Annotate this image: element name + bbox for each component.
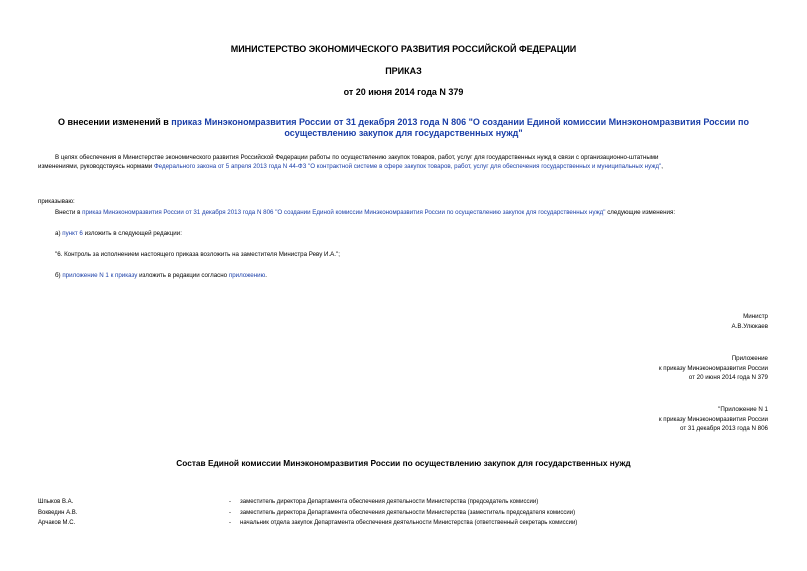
item-b-link2[interactable]: приложению: [228, 272, 266, 279]
order-intro-tail: следующие изменения:: [605, 209, 676, 216]
signature: [732, 312, 768, 331]
doc-title: [0, 117, 807, 139]
composition-heading: Состав Единой комиссии Минэкономразвития России по осуществлению закупок для государственных нужд: [176, 458, 631, 468]
appendix-line3: от 20 июня 2014 года N 379: [688, 374, 768, 381]
title-link-line1[interactable]: приказ Минэкономразвития России от 31 декабря 2013 года N 806 "О создании Единой комиссии Минэкономразвития России по: [171, 117, 749, 127]
item-a-prefix: а): [55, 230, 63, 237]
member-role: заместитель директора Департамента обеспечения деятельности Министерства (заместитель председателя комиссии): [240, 510, 576, 516]
order-806-link[interactable]: приказ Минэкономразвития России от 31 декабря 2013 года N 806 "О создании Единой комиссии Минэкономразвития России по осуществлению закупок для государственных нужд": [82, 209, 606, 216]
federal-law-link[interactable]: Федерального закона от 5 апреля 2013 года N 44-ФЗ "О контрактной системе в сфере закупок товаров, работ, услуг для обеспечения государственных и муниципальных нужд": [153, 163, 662, 170]
member-dash: -: [229, 510, 231, 516]
member-name: Шпыков В.А.: [38, 499, 74, 505]
title-prefix: О внесении изменений в: [57, 117, 172, 127]
preamble-line1: В целях обеспечения в Министерстве экономического развития Российской Федерации работы по осуществлению закупок товаров, работ, услуг для государственных нужд в связи с организационно-штатными: [55, 154, 659, 161]
appendix-old-line1: "Приложение N 1: [718, 406, 768, 413]
item-b-mid: изложить в редакции согласно: [137, 272, 229, 279]
item-a-tail: изложить в следующей редакции:: [82, 230, 182, 237]
member-dash: -: [229, 499, 231, 505]
order-intro: [55, 208, 675, 217]
member-name: Арчаков М.С.: [38, 520, 76, 526]
item-b-tail: .: [265, 272, 267, 279]
preamble-line2: [38, 162, 663, 171]
appendix-line2: к приказу Минэкономразвития России: [658, 364, 768, 372]
member-name: Вокведин А.В.: [38, 510, 78, 516]
title-link-line2[interactable]: осуществлению закупок для государственных нужд": [284, 128, 523, 138]
item-b-prefix: б): [55, 272, 63, 279]
signature-position: Министр: [743, 313, 768, 320]
item-b-link1[interactable]: приложение N 1 к приказу: [62, 272, 138, 279]
item-b: [55, 271, 267, 280]
member-role: начальник отдела закупок Департамента обеспечения деятельности Министерства (ответственный секретарь комиссии): [240, 520, 578, 526]
doc-date-number: от 20 июня 2014 года N 379: [343, 87, 464, 97]
doc-type: ПРИКАЗ: [385, 66, 422, 76]
appendix-old-block: [659, 405, 768, 434]
member-dash: -: [229, 520, 231, 526]
signature-name: А.В.Улюкаев: [731, 322, 768, 330]
preamble-tail: ,: [661, 163, 663, 170]
preamble-text: изменениями, руководствуясь нормами: [38, 163, 154, 170]
table-row: [0, 520, 807, 529]
item-a-quote: "6. Контроль за исполнением настоящего приказа возложить на заместителя Министра Реву И.А.";: [55, 251, 340, 258]
item-a: [55, 229, 182, 238]
order-intro-text: Внести в: [55, 209, 83, 216]
item-a-link[interactable]: пункт 6: [62, 230, 83, 237]
member-role: заместитель директора Департамента обеспечения деятельности Министерства (председатель комиссии): [240, 499, 539, 505]
appendix-line1: Приложение: [731, 355, 768, 362]
table-row: [0, 499, 807, 508]
appendix-old-line2: к приказу Минэкономразвития России: [658, 415, 768, 423]
appendix-old-line3: от 31 декабря 2013 года N 806: [680, 425, 768, 432]
appendix-block: [659, 354, 768, 383]
ministry-title: МИНИСТЕРСТВО ЭКОНОМИЧЕСКОГО РАЗВИТИЯ РОССИЙСКОЙ ФЕДЕРАЦИИ: [230, 44, 577, 54]
table-row: [0, 510, 807, 519]
prikazyvayu: приказываю:: [38, 198, 75, 205]
